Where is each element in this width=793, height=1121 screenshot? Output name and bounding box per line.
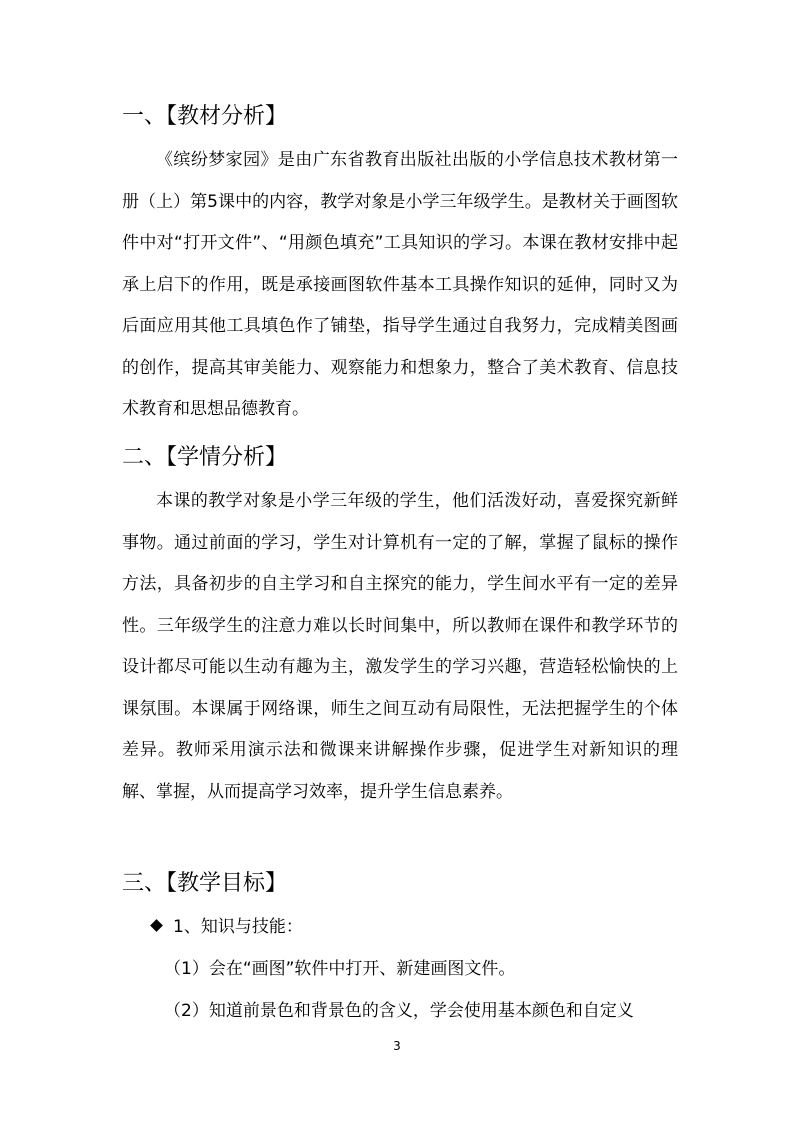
objective-item-1: （1）会在“画图”软件中打开、新建画图文件。 (164, 959, 516, 979)
paragraph-textbook-analysis: 《缤纷梦家园》是由广东省教育出版社出版的小学信息技术教材第一册（上）第5课中的内容，教学对象是小学三年级学生。是教材关于画图软件中对“打开文件”、“用颜色填充”工具知识的学习。本课在教材安排中起承上启下的作用，既是承接画图软件基本工具操作知识的延伸，同时又为后面应用其他工具填色作了铺垫，指导学生通过自我努力，完成精美图画的创作，提高其审美能力、观察能力和想象力，整合了美术教育、信息技术教育和思想品德教育。 (122, 150, 678, 419)
section-heading-teaching-objectives: 三、【教学目标】 (122, 871, 288, 896)
paragraph-student-analysis: 本课的教学对象是小学三年级的学生，他们活泼好动，喜爱探究新鲜事物。通过前面的学习，学生对计算机有一定的了解，掌握了鼠标的操作方法，具备初步的自主学习和自主探究的能力，学生间水平有一定的差异性。三年级学生的注意力难以长时间集中，所以教师在课件和教学环节的设计都尽可能以生动有趣为主，激发学生的学习兴趣，营造轻松愉快的上课氛围。本课属于网络课，师生之间互动有局限性，无法把握学生的个体差异。教师采用演示法和微课来讲解操作步骤，促进学生对新知识的理解、掌握，从而提高学习效率，提升学生信息素养。 (122, 491, 678, 802)
objective-bullet-text: 1、知识与技能： (173, 917, 303, 937)
objective-item-2: （2）知道前景色和背景色的含义，学会使用基本颜色和自定义 (164, 1001, 634, 1021)
section-heading-textbook-analysis: 一、【教材分析】 (122, 104, 288, 129)
section-heading-student-analysis: 二、【学情分析】 (122, 445, 288, 470)
page-number: 3 (393, 1039, 401, 1053)
diamond-bullet-icon (150, 919, 163, 932)
objective-bullet (152, 912, 303, 942)
